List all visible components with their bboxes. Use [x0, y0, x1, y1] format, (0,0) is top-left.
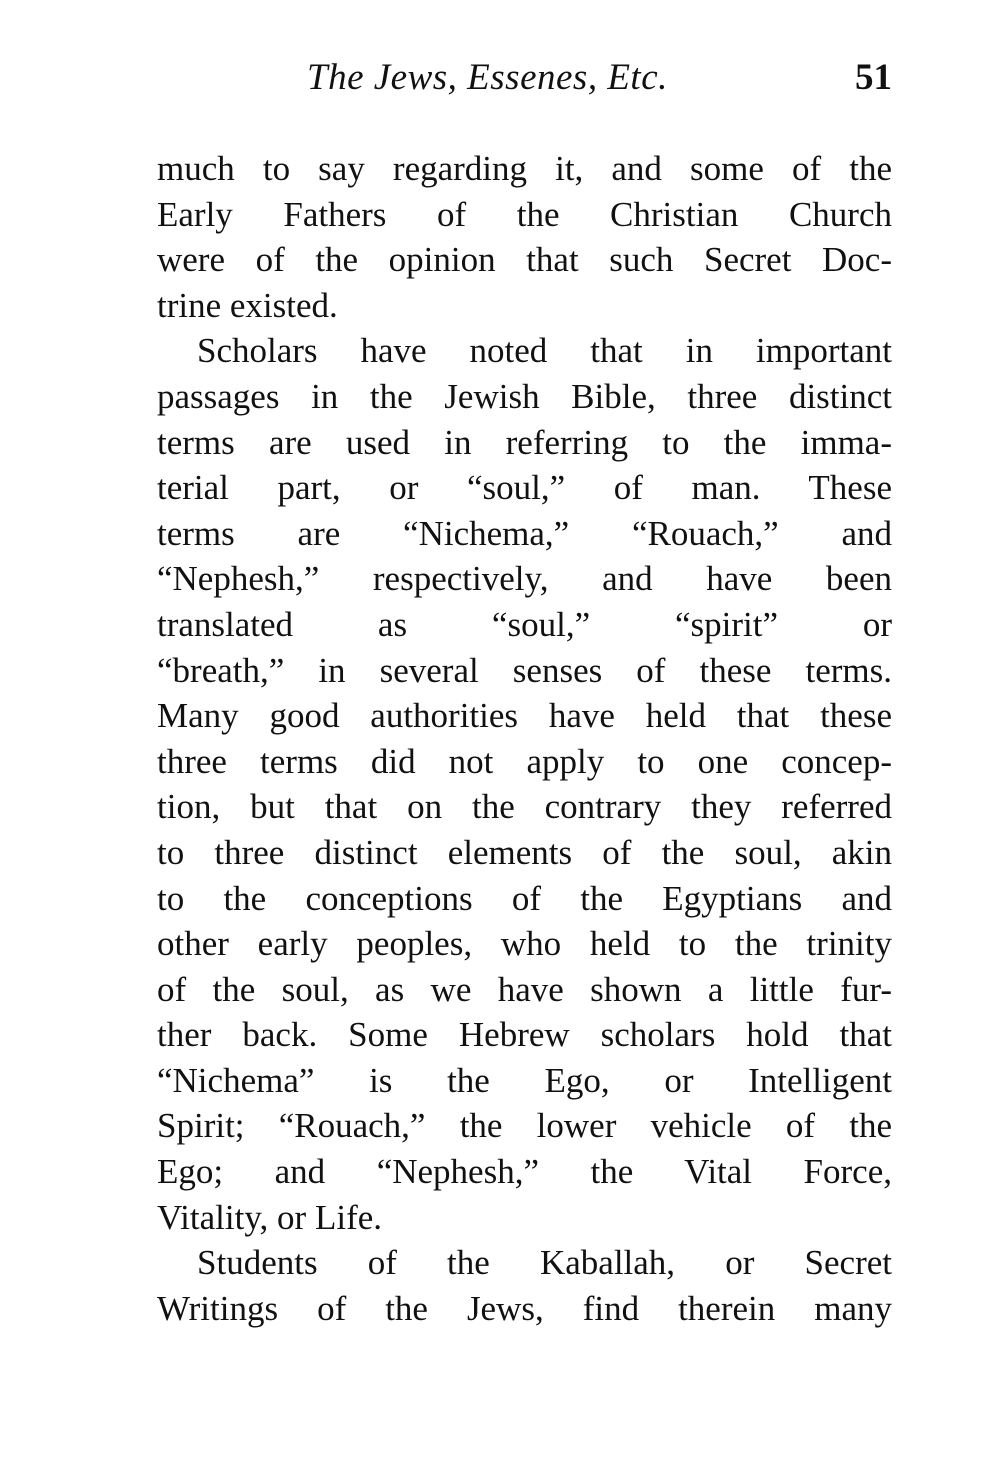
text-line: terms are used in referring to the imma- [157, 422, 892, 462]
text-line: Writings of the Jews, find therein many [157, 1288, 892, 1328]
body-text [157, 146, 892, 1331]
text-line: “Nichema” is the Ego, or Intelligent [157, 1060, 892, 1100]
text-line: terms are “Nichema,” “Rouach,” and [157, 513, 892, 553]
text-line: Spirit; “Rouach,” the lower vehicle of the [157, 1106, 892, 1146]
text-line: passages in the Jewish Bible, three distinct [157, 376, 892, 416]
text-line: Students of the Kaballah, or Secret [197, 1243, 892, 1283]
text-line: Many good authorities have held that these [157, 696, 892, 736]
paragraph-scholars [157, 328, 892, 1240]
text-line: tion, but that on the contrary they referred [157, 787, 892, 827]
text-line: Early Fathers of the Christian Church [157, 194, 892, 234]
text-line: Vitality, or Life. [157, 1197, 383, 1237]
text-line: trine existed. [157, 285, 338, 325]
text-line: were of the opinion that such Secret Doc- [157, 240, 892, 280]
paragraph-continued [157, 146, 892, 328]
page-number: 51 [855, 57, 892, 98]
running-head [157, 56, 892, 106]
text-line: ther back. Some Hebrew scholars hold that [157, 1015, 892, 1055]
text-line: translated as “soul,” “spirit” or [157, 604, 892, 644]
text-line: to three distinct elements of the soul, akin [157, 832, 892, 872]
text-line: other early peoples, who held to the trinity [157, 924, 892, 964]
text-line: terial part, or “soul,” of man. These [157, 468, 892, 508]
text-line: Ego; and “Nephesh,” the Vital Force, [157, 1152, 892, 1192]
text-line: “Nephesh,” respectively, and have been [157, 559, 892, 599]
text-line: much to say regarding it, and some of the [157, 149, 892, 188]
paragraph-students [157, 1240, 892, 1331]
text-line: “breath,” in several senses of these terms. [157, 650, 892, 690]
text-line: Scholars have noted that in important [197, 331, 892, 371]
text-line: to the conceptions of the Egyptians and [157, 878, 892, 918]
running-title: The Jews, Essenes, Etc. [307, 57, 668, 98]
text-line: of the soul, as we have shown a little fur- [157, 969, 892, 1009]
text-line: three terms did not apply to one concep- [157, 741, 892, 781]
